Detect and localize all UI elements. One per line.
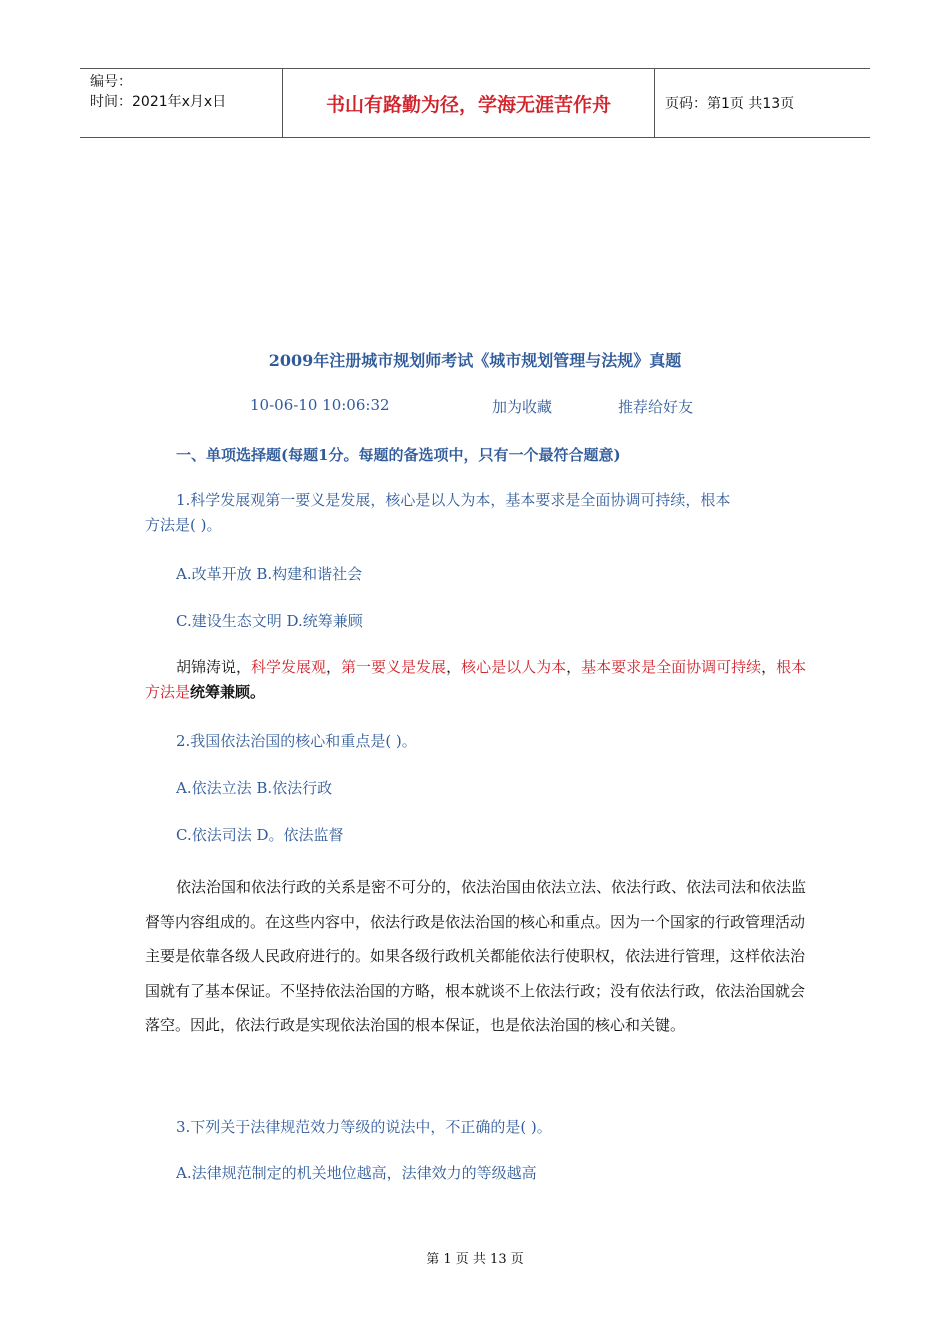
answer-highlight: 根本方法是 (145, 658, 807, 701)
time-label: 时间：2021年x月x日 (90, 94, 227, 110)
header-meta (80, 69, 282, 137)
answer-part: ， (446, 658, 462, 676)
page-footer: 第 1 页 共 13 页 (426, 1252, 524, 1267)
section-title: 一、单项选择题(每题1分。每题的备选项中，只有一个最符合题意) (176, 446, 621, 464)
answer-part: 胡锦涛说， (176, 658, 252, 676)
answer-highlight: 第一要义是发展 (341, 658, 447, 676)
q1-stem-line2: 方法是( )。 (145, 516, 222, 534)
q3-option-a: A.法律规范制定的机关地位越高，法律效力的等级越高 (176, 1164, 537, 1182)
answer-highlight: 基本要求是全面协调可持续 (581, 658, 762, 676)
q2-explanation: 依法治国和依法行政的关系是密不可分的，依法治国由依法立法、依法行政、依法司法和依法监督等内容组成的。在这些内容中，依法行政是依法治国的核心和重点。因为一个国家的行政管理活动主要是依靠各级人民政府进行的。如果各级行政机关都能依法行使职权，依法进行管理，这样依法治国就有了基本保证。不坚持依法治国的方略，根本就谈不上依法行政；没有依法行政，依法治国就会落空。因此，依法行政是实现依法治国的根本保证，也是依法治国的核心和关键。 (145, 878, 807, 1034)
post-date: 10-06-10 10:06:32 (250, 396, 390, 414)
answer-highlight: 科学发展观 (251, 658, 327, 676)
answer-part: 统筹兼顾。 (190, 683, 266, 701)
q3-stem: 3.下列关于法律规范效力等级的说法中，不正确的是( )。 (176, 1118, 552, 1136)
q2-options-ab: A.依法立法 B.依法行政 (176, 779, 333, 797)
header-page-info: 页码：第1页 共13页 (665, 96, 795, 112)
q1-stem (145, 488, 810, 538)
q2-options-cd: C.依法司法 D。依法监督 (176, 826, 344, 844)
answer-part: ， (761, 658, 777, 676)
q1-options-cd: C.建设生态文明 D.统筹兼顾 (176, 612, 363, 630)
header-motto: 书山有路勤为径，学海无涯苦作舟 (282, 69, 655, 137)
answer-highlight: 核心是以人为本 (461, 658, 567, 676)
q1-stem-line1: 1.科学发展观第一要义是发展，核心是以人为本，基本要求是全面协调可持续，根本 (176, 491, 731, 509)
answer-part: ， (566, 658, 582, 676)
document-title: 2009年注册城市规划师考试《城市规划管理与法规》真题 (268, 351, 682, 370)
answer-part: ， (326, 658, 342, 676)
q1-answer (145, 655, 810, 705)
number-label: 编号： (90, 74, 132, 90)
recommend-link[interactable]: 推荐给好友 (618, 398, 694, 416)
q2-stem: 2.我国依法治国的核心和重点是( )。 (176, 732, 417, 750)
document-header (80, 68, 870, 138)
add-favorite-link[interactable]: 加为收藏 (492, 398, 553, 416)
q1-options-ab: A.改革开放 B.构建和谐社会 (176, 565, 363, 583)
